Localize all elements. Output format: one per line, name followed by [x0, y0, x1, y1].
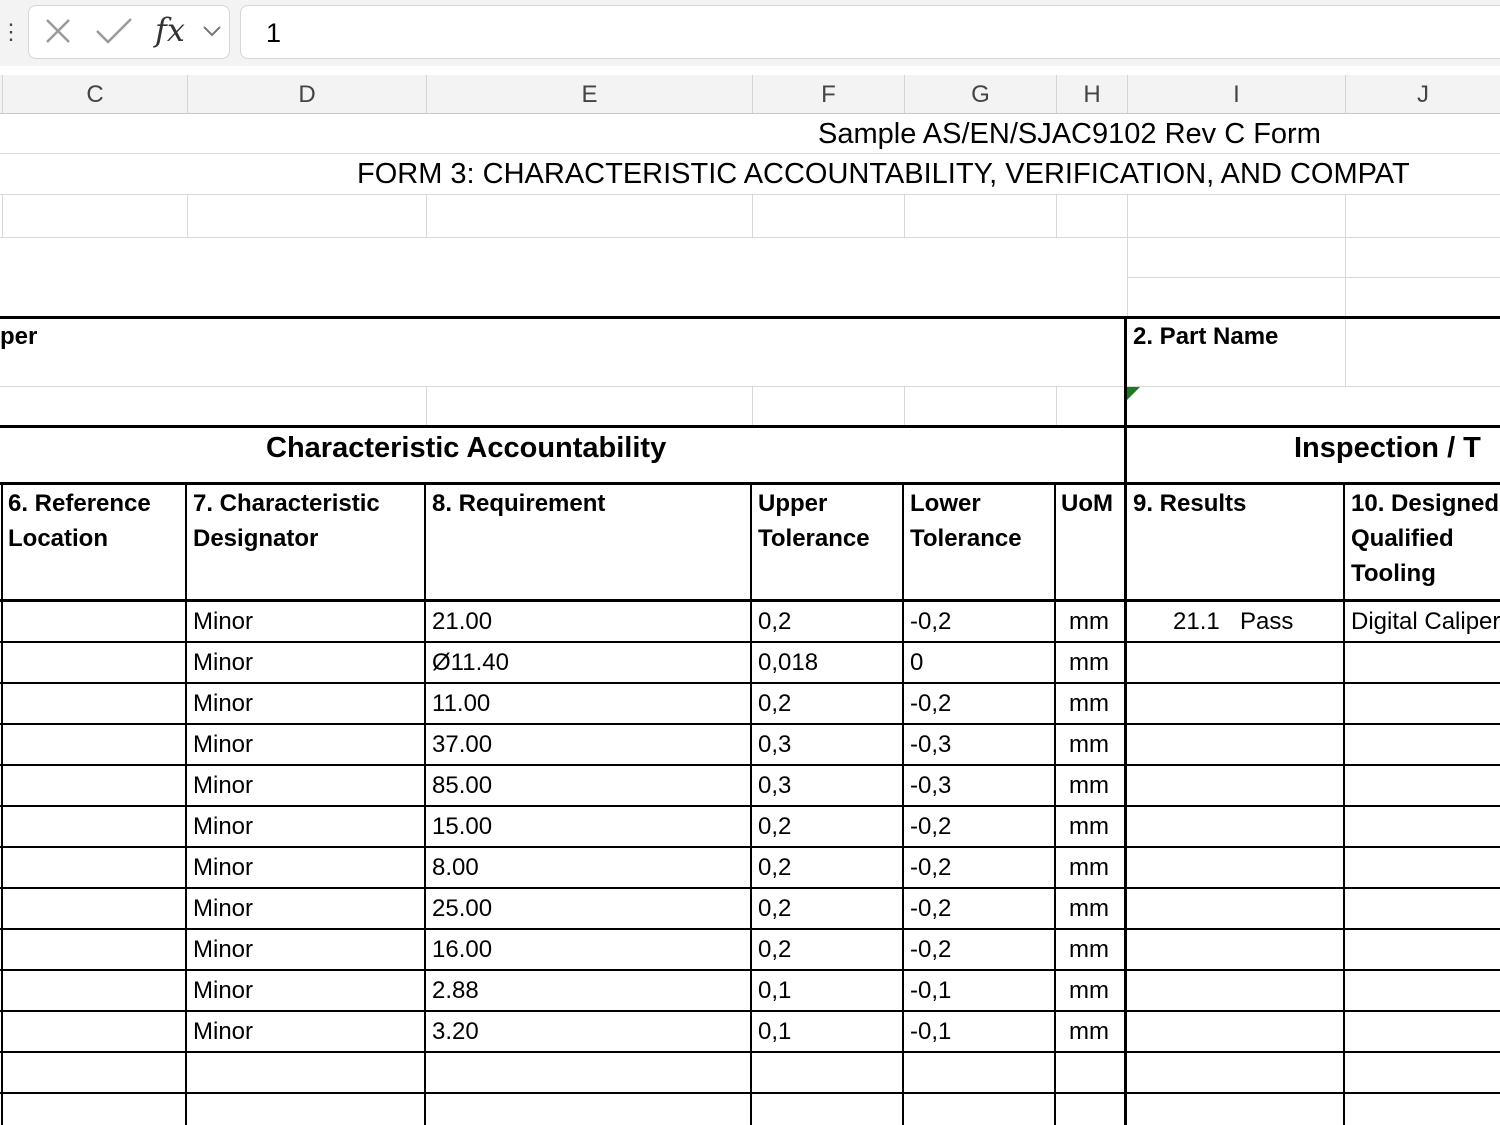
- cell-uom[interactable]: mm: [1069, 649, 1109, 676]
- cell-requirement[interactable]: 21.00: [432, 608, 493, 635]
- cell-upper-tolerance[interactable]: 0,2: [758, 690, 792, 717]
- header-uom[interactable]: [1061, 486, 1113, 521]
- cell-lower-tolerance[interactable]: -0,2: [910, 854, 952, 881]
- cell-designator[interactable]: Minor: [193, 854, 254, 881]
- cell-uom[interactable]: mm: [1069, 936, 1109, 963]
- column-header-j[interactable]: J: [1345, 75, 1500, 113]
- cell-lower-tolerance[interactable]: -0,3: [910, 772, 952, 799]
- header-line: 9. Results: [1133, 490, 1247, 517]
- formula-bar: [0, 0, 1500, 66]
- cell-result-status[interactable]: Pass: [1240, 608, 1294, 635]
- cell-designator[interactable]: Minor: [193, 608, 254, 635]
- part-number-label[interactable]: per: [0, 323, 38, 350]
- cell-lower-tolerance[interactable]: -0,2: [910, 936, 952, 963]
- header-line: 6. Reference: [8, 490, 151, 517]
- column-header-e[interactable]: E: [426, 75, 752, 113]
- cell-designator[interactable]: Minor: [193, 1018, 254, 1045]
- header-line: Designator: [193, 525, 319, 552]
- column-header-h[interactable]: H: [1056, 75, 1127, 113]
- cell-upper-tolerance[interactable]: 0,2: [758, 854, 792, 881]
- cell-uom[interactable]: mm: [1069, 813, 1109, 840]
- header-line: 7. Characteristic: [193, 490, 380, 517]
- drag-handle-icon[interactable]: ⋮: [0, 19, 22, 44]
- chevron-down-icon[interactable]: [201, 20, 223, 47]
- header-line: Tooling: [1351, 560, 1436, 587]
- cell-requirement[interactable]: 2.88: [432, 977, 479, 1004]
- header-requirement[interactable]: [432, 486, 605, 521]
- cell-lower-tolerance[interactable]: 0: [910, 649, 924, 676]
- cell-uom[interactable]: mm: [1069, 690, 1109, 717]
- close-icon[interactable]: [43, 16, 73, 53]
- cell-lower-tolerance[interactable]: -0,2: [910, 895, 952, 922]
- cell-upper-tolerance[interactable]: 0,018: [758, 649, 819, 676]
- cell-designator[interactable]: Minor: [193, 731, 254, 758]
- header-line: 10. Designed: [1351, 490, 1500, 517]
- form-title[interactable]: Sample AS/EN/SJAC9102 Rev C Form: [818, 118, 1321, 150]
- cell-requirement[interactable]: 15.00: [432, 813, 493, 840]
- cell-requirement[interactable]: 85.00: [432, 772, 493, 799]
- header-line: Qualified: [1351, 525, 1454, 552]
- cell-upper-tolerance[interactable]: 0,2: [758, 608, 792, 635]
- header-line: UoM: [1061, 490, 1113, 517]
- formula-value: 1: [266, 18, 282, 48]
- cell-upper-tolerance[interactable]: 0,2: [758, 936, 792, 963]
- column-header-f[interactable]: F: [752, 75, 904, 113]
- cell-upper-tolerance[interactable]: 0,3: [758, 731, 792, 758]
- header-lower-tolerance[interactable]: [910, 486, 1022, 556]
- cell-uom[interactable]: mm: [1069, 1018, 1109, 1045]
- cell-requirement[interactable]: 3.20: [432, 1018, 479, 1045]
- part-name-label[interactable]: 2. Part Name: [1133, 323, 1279, 350]
- header-results[interactable]: [1133, 486, 1246, 521]
- error-indicator-icon: [1127, 387, 1140, 400]
- cell-requirement[interactable]: Ø11.40: [432, 649, 509, 676]
- cell-requirement[interactable]: 11.00: [432, 690, 491, 717]
- cell-tooling[interactable]: Digital Caliper: [1351, 608, 1500, 635]
- column-header-d[interactable]: D: [187, 75, 426, 113]
- cell-designator[interactable]: Minor: [193, 649, 254, 676]
- cell-designator[interactable]: Minor: [193, 690, 254, 717]
- cell-uom[interactable]: mm: [1069, 731, 1109, 758]
- cell-lower-tolerance[interactable]: -0,1: [910, 977, 952, 1004]
- cell-requirement[interactable]: 8.00: [432, 854, 479, 881]
- column-header-i[interactable]: I: [1127, 75, 1345, 113]
- formula-controls: [28, 5, 230, 59]
- cell-upper-tolerance[interactable]: 0,2: [758, 895, 792, 922]
- form-subtitle[interactable]: FORM 3: CHARACTERISTIC ACCOUNTABILITY, VERIFICATION, AND COMPAT: [357, 158, 1410, 190]
- column-header-row: [0, 75, 1500, 114]
- insert-function-button[interactable]: fx: [155, 11, 185, 49]
- header-line: Upper: [758, 490, 828, 517]
- cell-requirement[interactable]: 37.00: [432, 731, 493, 758]
- header-line: Tolerance: [910, 525, 1022, 552]
- header-line: 8. Requirement: [432, 490, 606, 517]
- column-header-c[interactable]: C: [2, 75, 187, 113]
- section-inspection[interactable]: Inspection / T: [1294, 432, 1481, 464]
- cell-designator[interactable]: Minor: [193, 895, 254, 922]
- cell-upper-tolerance[interactable]: 0,1: [758, 977, 792, 1004]
- cell-requirement[interactable]: 25.00: [432, 895, 493, 922]
- cell-designator[interactable]: Minor: [193, 977, 254, 1004]
- check-icon[interactable]: [95, 16, 133, 53]
- section-characteristic-accountability[interactable]: Characteristic Accountability: [266, 432, 667, 464]
- cell-upper-tolerance[interactable]: 0,3: [758, 772, 792, 799]
- cell-designator[interactable]: Minor: [193, 936, 254, 963]
- cell-uom[interactable]: mm: [1069, 608, 1109, 635]
- cell-requirement[interactable]: 16.00: [432, 936, 493, 963]
- cell-designator[interactable]: Minor: [193, 772, 254, 799]
- header-line: Location: [8, 525, 108, 552]
- cell-lower-tolerance[interactable]: -0,2: [910, 608, 952, 635]
- cell-designator[interactable]: Minor: [193, 813, 254, 840]
- cell-uom[interactable]: mm: [1069, 772, 1109, 799]
- cell-lower-tolerance[interactable]: -0,3: [910, 731, 952, 758]
- header-line: Lower: [910, 490, 981, 517]
- cell-upper-tolerance[interactable]: 0,1: [758, 1018, 792, 1045]
- cell-lower-tolerance[interactable]: -0,1: [910, 1018, 952, 1045]
- cell-lower-tolerance[interactable]: -0,2: [910, 690, 952, 717]
- column-header-g[interactable]: G: [904, 75, 1056, 113]
- cell-uom[interactable]: mm: [1069, 895, 1109, 922]
- header-reference-location[interactable]: [8, 486, 151, 556]
- cell-upper-tolerance[interactable]: 0,2: [758, 813, 792, 840]
- header-characteristic-designator[interactable]: [193, 486, 380, 556]
- cell-lower-tolerance[interactable]: -0,2: [910, 813, 952, 840]
- cell-result-value[interactable]: 21.1: [1173, 608, 1220, 635]
- formula-input[interactable]: [240, 5, 1500, 59]
- header-designed-tooling[interactable]: [1351, 486, 1499, 591]
- header-upper-tolerance[interactable]: [758, 486, 870, 556]
- cell-uom[interactable]: mm: [1069, 854, 1109, 881]
- header-line: Tolerance: [758, 525, 870, 552]
- cell-uom[interactable]: mm: [1069, 977, 1109, 1004]
